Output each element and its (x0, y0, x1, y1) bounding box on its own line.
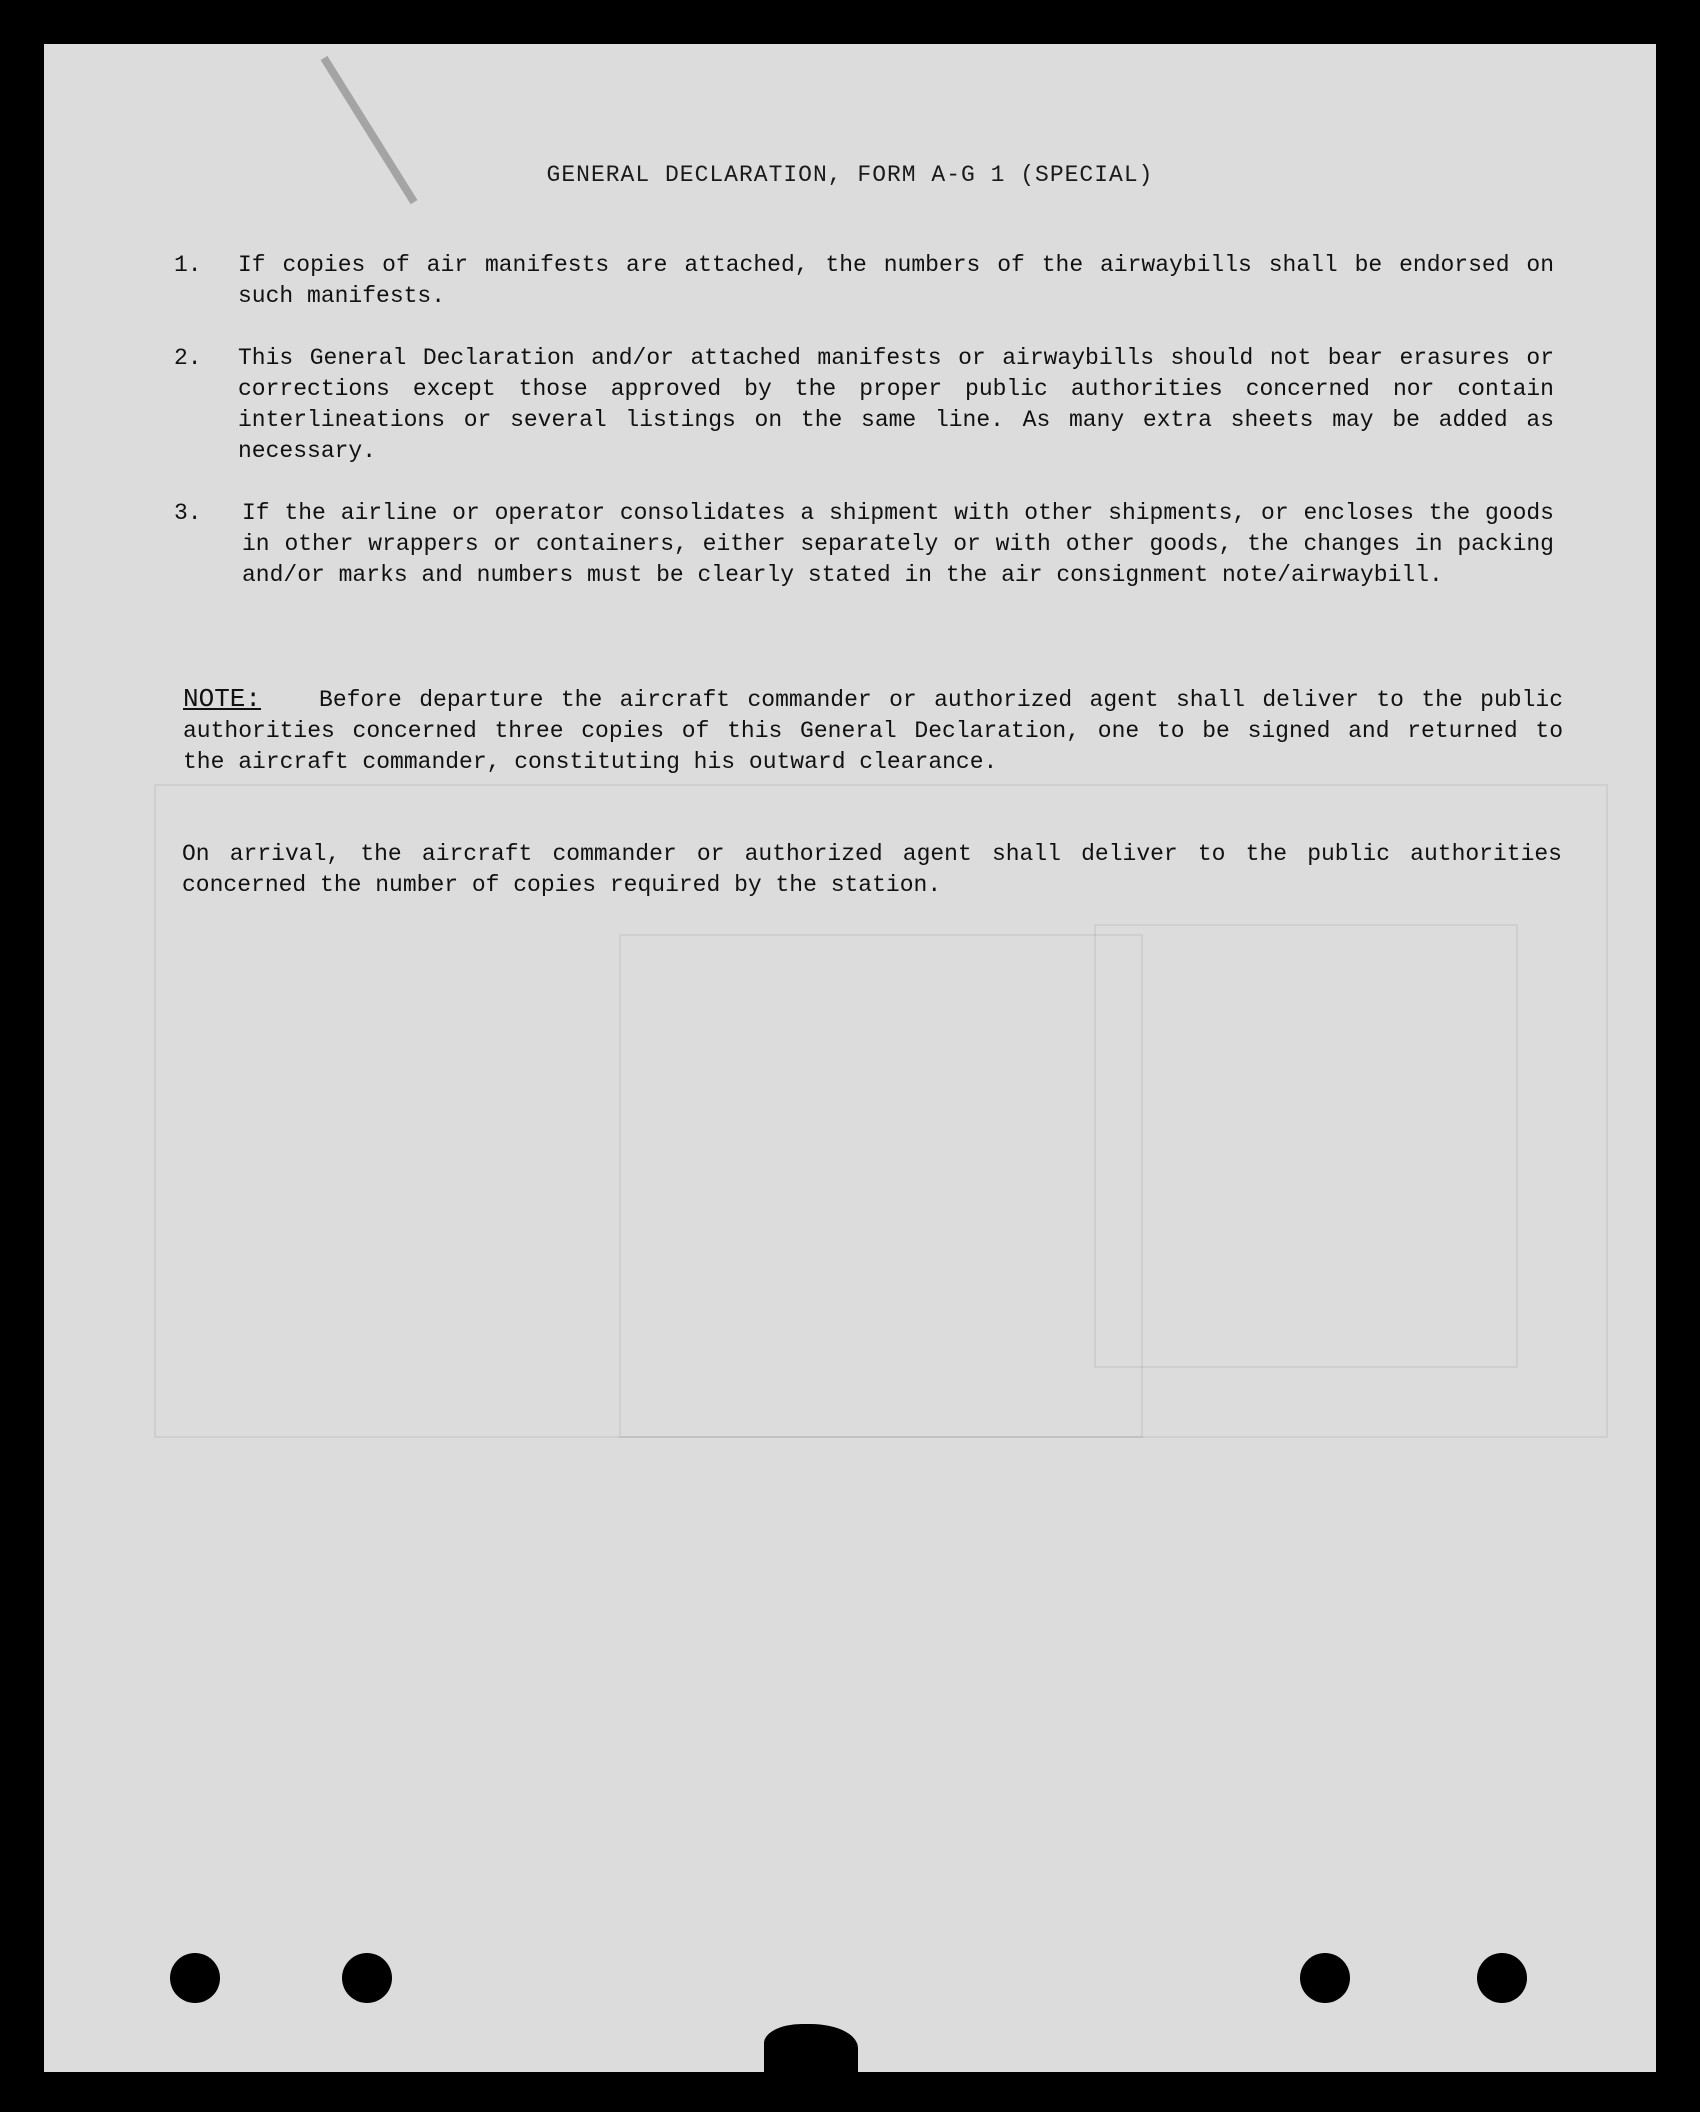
note-text: Before departure the aircraft commander or authorized agent shall deliver to the public authorities concerned three copies of this General Declaration, one to be signed and returned to the aircraft commander, constituting his outward clearance. (183, 687, 1563, 775)
note-paragraph (183, 684, 1563, 778)
torn-edge (764, 2024, 858, 2072)
arrival-text: On arrival, the aircraft commander or authorized agent shall deliver to the public authorities concerned the number of copies required by the station. (182, 841, 1562, 898)
punch-hole (342, 1953, 392, 2003)
list-item (174, 250, 1554, 312)
list-item (174, 498, 1554, 591)
document-page (44, 44, 1656, 2072)
list-item (174, 343, 1554, 467)
item-text: This General Declaration and/or attached manifests or airwaybills should not bear erasures or corrections except those approved by the proper public authorities concerned nor contain interlineations or several listings on the same line. As many extra sheets may be added as necessary. (238, 345, 1554, 464)
punch-hole (1477, 1953, 1527, 2003)
item-number: 1. (174, 252, 202, 278)
bleed-through-box (1094, 924, 1518, 1368)
item-number: 3. (174, 500, 202, 526)
item-number: 2. (174, 345, 202, 371)
note-label: NOTE: (183, 684, 262, 714)
punch-hole (1300, 1953, 1350, 2003)
item-text: If the airline or operator consolidates a shipment with other shipments, or encloses the goods in other wrappers or containers, either separately or with other goods, the changes in packing and/or marks and numbers must be clearly stated in the air consignment note/airwaybill. (242, 500, 1554, 588)
bleed-through-box (619, 934, 1143, 1438)
arrival-paragraph (182, 839, 1562, 901)
punch-hole (170, 1953, 220, 2003)
page-title: GENERAL DECLARATION, FORM A-G 1 (SPECIAL) (546, 162, 1154, 188)
item-text: If copies of air manifests are attached, the numbers of the airwaybills shall be endorsed on such manifests. (238, 252, 1554, 309)
